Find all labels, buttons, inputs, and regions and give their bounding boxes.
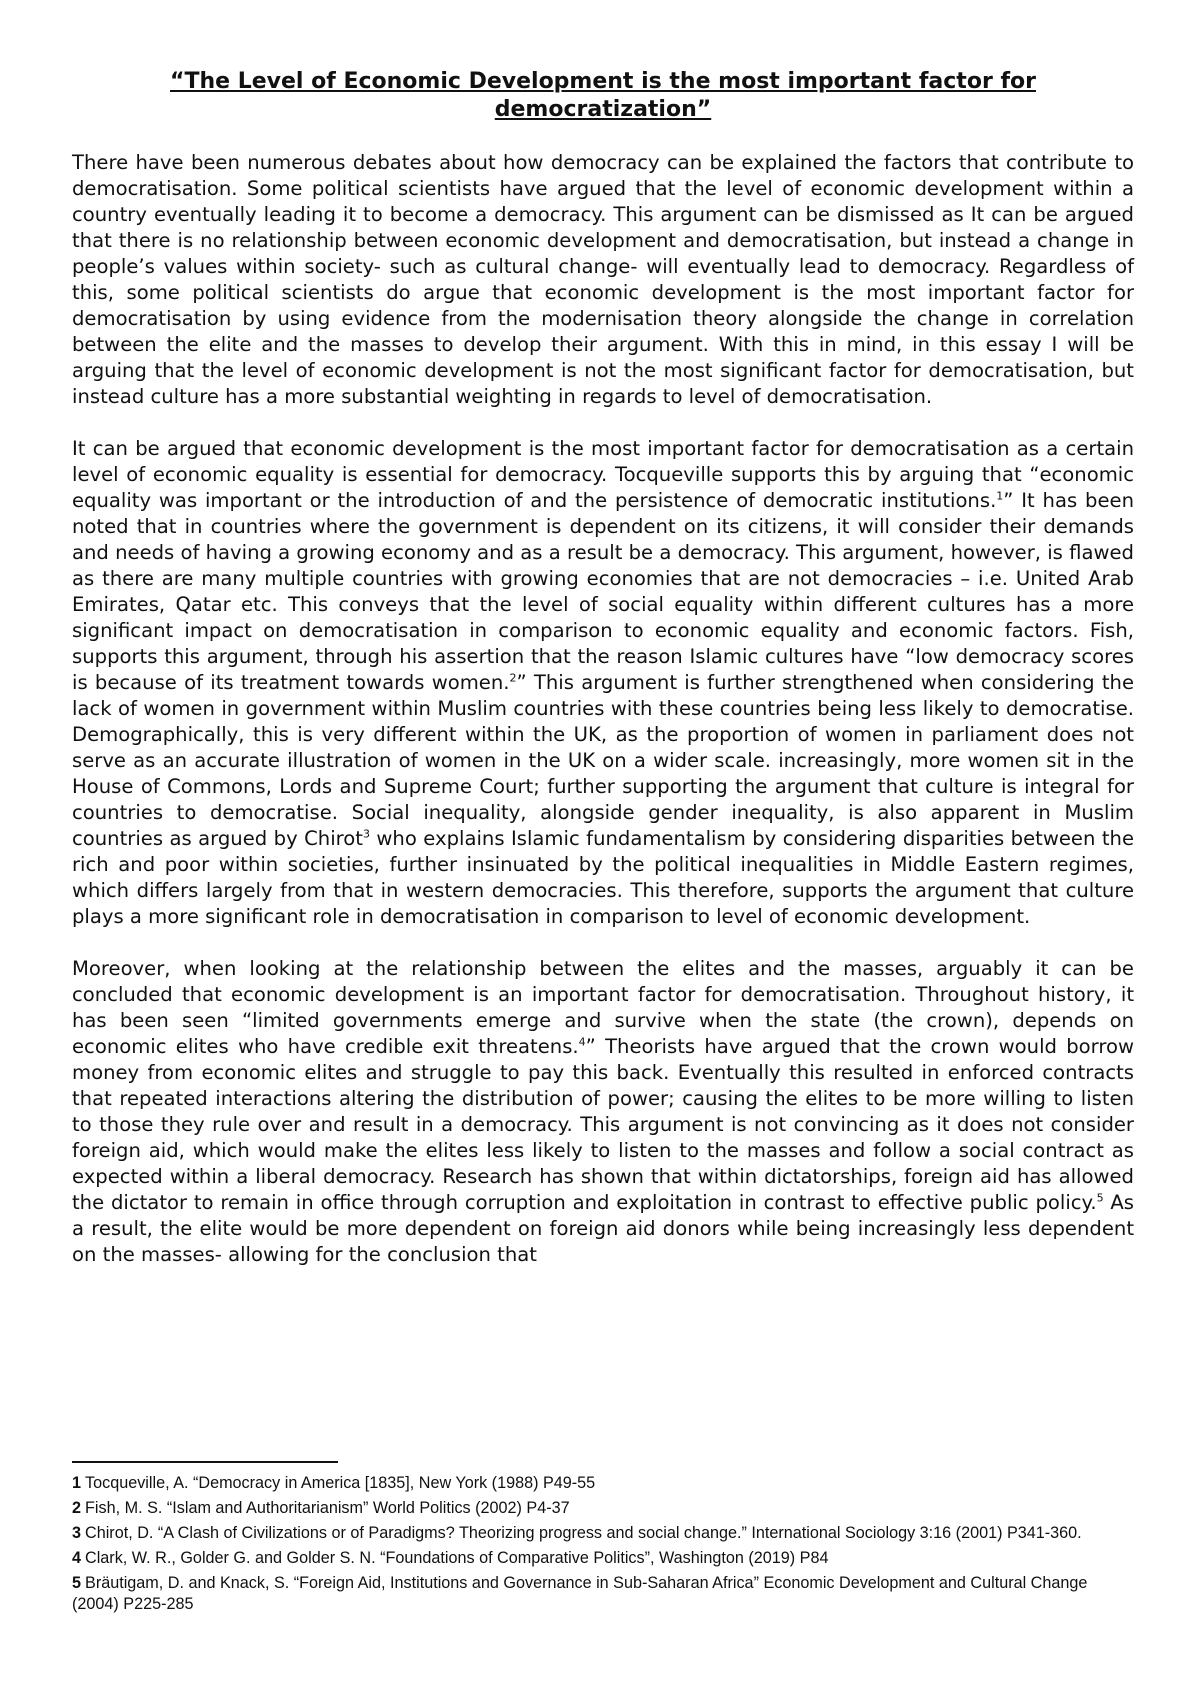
paragraph-2-text-a: It can be argued that economic development is the most important factor for democratisation as a certain level of economic equality is essential for democracy. Tocqueville supports this by arguing that “economic equality was important or the introduction of and the persistence of democratic institutions.	[72, 437, 1134, 512]
paragraph-3-text-b: ” Theorists have argued that the crown would borrow money from economic elites and struggle to pay this back. Eventually this resulted in enforced contracts that repeated interactions altering the distribution of power; causing the elites to be more willing to listen to those they rule over and result in a democracy. This argument is not convincing as it does not consider foreign aid, which would make the elites less likely to listen to the masses and follow a social contract as expected within a liberal democracy. Research has shown that within dictatorships, foreign aid has allowed the dictator to remain in office through corruption and exploitation in contrast to effective public policy.	[72, 1035, 1134, 1214]
footnote-2	[72, 1498, 1134, 1519]
footnote-text: Chirot, D. “A Clash of Civilizations or of Paradigms? Theorizing progress and social change.” International Sociology 3:16 (2001) P341-360.	[85, 1524, 1082, 1542]
document-title	[72, 68, 1134, 124]
document-body	[72, 68, 1134, 1268]
footnote-1	[72, 1473, 1134, 1494]
title-line-2: democratization”	[494, 97, 712, 122]
paragraph-3-text-c: As a result, the elite would be more dependent on foreign aid donors while being increasingly less dependent on the masses- allowing for the conclusion that	[72, 1191, 1134, 1266]
footnote-ref-4[interactable]: 4	[578, 1035, 586, 1049]
footnote-number: 3	[72, 1524, 82, 1542]
footnote-ref-5[interactable]: 5	[1096, 1191, 1104, 1205]
paragraph-2-text-d: who explains Islamic fundamentalism by considering disparities between the rich and poor within societies, further insinuated by the political inequalities in Middle Eastern regimes, which differs largely from that in western democracies. This therefore, supports the argument that culture plays a more significant role in democratisation in comparison to level of economic development.	[72, 827, 1135, 928]
paragraph-3-text-a: Moreover, when looking at the relationship between the elites and the masses, arguably it can be concluded that economic development is an important factor for democratisation. Throughout history, it has been seen “limited governments emerge and survive when the state (the crown), depends on economic elites who have credible exit threatens.	[72, 957, 1134, 1058]
footnote-text: Tocqueville, A. “Democracy in America [1835], New York (1988) P49-55	[85, 1474, 596, 1492]
footnote-text: Fish, M. S. “Islam and Authoritarianism” World Politics (2002) P4-37	[85, 1499, 570, 1517]
footnote-ref-1[interactable]: 1	[996, 489, 1004, 503]
footnote-ref-2[interactable]: 2	[509, 671, 517, 685]
title-line-1: “The Level of Economic Development is the most important factor for	[170, 69, 1036, 94]
paragraph-elites-masses	[72, 956, 1134, 1268]
footnote-4	[72, 1548, 1134, 1569]
paragraph-1-text: There have been numerous debates about how democracy can be explained the factors that contribute to democratisation. Some political scientists have argued that the level of economic development within a country eventually leading it to become a democracy. This argument can be dismissed as It can be argued that there is no relationship between economic development and democratisation, but instead a change in people’s values within society- such as cultural change- will eventually lead to democracy. Regardless of this, some political scientists do argue that economic development is the most important factor for democratisation by using evidence from the modernisation theory alongside the change in correlation between the elite and the masses to develop their argument. With this in mind, in this essay I will be arguing that the level of economic development is not the most significant factor for democratisation, but instead culture has a more substantial weighting in regards to level of democratisation.	[72, 151, 1134, 408]
paragraph-2-text-b: ” It has been noted that in countries where the government is dependent on its citizens, it will consider their demands and needs of having a growing economy and as a result be a democracy. This argument, however, is flawed as there are many multiple countries with growing economies that are not democracies – i.e. United Arab Emirates, Qatar etc. This conveys that the level of social equality within different cultures has a more significant impact on democratisation in comparison to economic equality and economic factors. Fish, supports this argument, through his assertion that the reason Islamic cultures have “low democracy scores is because of its treatment towards women.	[72, 489, 1134, 694]
footnotes-section	[72, 1461, 1134, 1619]
paragraph-introduction	[72, 150, 1134, 410]
footnote-number: 4	[72, 1549, 82, 1567]
footnote-number: 5	[72, 1574, 82, 1592]
footnote-ref-3[interactable]: 3	[362, 827, 370, 841]
footnote-number: 2	[72, 1499, 82, 1517]
footnote-3	[72, 1523, 1134, 1544]
footnote-5	[72, 1573, 1134, 1615]
footnote-separator	[72, 1461, 338, 1463]
footnote-number: 1	[72, 1474, 82, 1492]
paragraph-2-text-c: ” This argument is further strengthened when considering the lack of women in government within Muslim countries with these countries being less likely to democratise. Demographically, this is very different within the UK, as the proportion of women in parliament does not serve as an accurate illustration of women in the UK on a wider scale. increasingly, more women sit in the House of Commons, Lords and Supreme Court; further supporting the argument that culture is integral for countries to democratise. Social inequality, alongside gender inequality, is also apparent in Muslim countries as argued by Chirot	[72, 671, 1134, 850]
footnote-text: Clark, W. R., Golder G. and Golder S. N. “Foundations of Comparative Politics”, Washington (2019) P84	[85, 1549, 829, 1567]
paragraph-economic-equality	[72, 436, 1134, 930]
footnote-text: Bräutigam, D. and Knack, S. “Foreign Aid, Institutions and Governance in Sub-Saharan Africa” Economic Development and Cultural Change (2004) P225-285	[72, 1574, 1088, 1613]
